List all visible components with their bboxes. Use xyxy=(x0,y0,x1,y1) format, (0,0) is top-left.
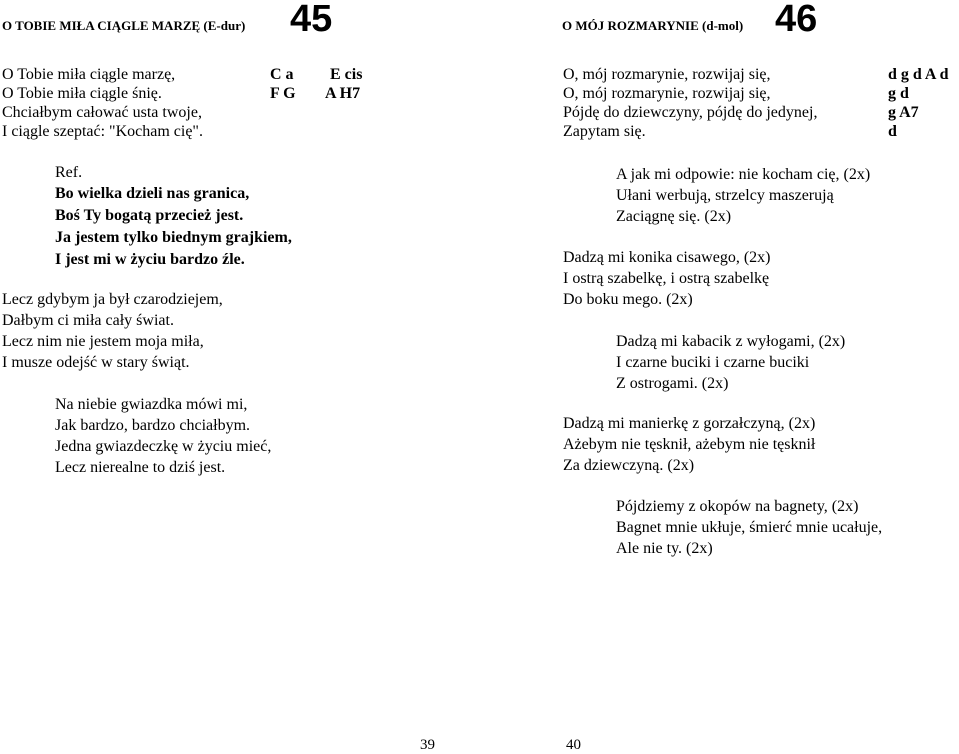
page-number: 39 xyxy=(420,737,435,753)
song-number: 46 xyxy=(775,0,818,40)
lyric-line: Jedna gwiazdeczkę w życiu mieć, xyxy=(55,438,272,455)
chord-line: d xyxy=(888,123,897,140)
lyric-line: Lecz nierealne to dziś jest. xyxy=(55,459,226,476)
lyric-line: I ciągle szeptać: "Kocham cię". xyxy=(2,123,203,140)
lyric-line: I ostrą szabelkę, i ostrą szabelkę xyxy=(563,270,770,287)
lyric-line: Z ostrogami. (2x) xyxy=(616,375,729,392)
chord-line: C a xyxy=(270,66,294,83)
song-title: O TOBIE MIŁA CIĄGLE MARZĘ (E-dur) xyxy=(2,18,246,33)
lyric-line: Chciałbym całować usta twoje, xyxy=(2,104,202,121)
lyric-line: Ja jestem tylko biednym grajkiem, xyxy=(55,229,292,246)
lyric-line: Ażebym nie tęsknił, ażebym nie tęsknił xyxy=(563,436,816,453)
chord-line: d g d A d xyxy=(888,66,949,83)
chord-line: g d xyxy=(888,85,909,102)
lyric-line: Dałbym ci miła cały świat. xyxy=(2,312,174,329)
song-title: O MÓJ ROZMARYNIE (d-mol) xyxy=(562,18,744,33)
lyric-line: Dadzą mi kabacik z wyłogami, (2x) xyxy=(616,333,846,350)
lyric-line: I jest mi w życiu bardzo źle. xyxy=(55,251,245,268)
lyric-line: O Tobie miła ciągle marzę, xyxy=(2,66,176,83)
lyric-line: Zaciągnę się. (2x) xyxy=(616,208,732,225)
lyric-line: Dadzą mi manierkę z gorzałczyną, (2x) xyxy=(563,415,816,432)
lyric-line: O, mój rozmarynie, rozwijaj się, xyxy=(563,85,771,102)
lyric-line: A jak mi odpowie: nie kocham cię, (2x) xyxy=(616,166,871,183)
lyric-line: Lecz gdybym ja był czarodziejem, xyxy=(2,291,223,308)
lyric-line: Bagnet mnie ukłuje, śmierć mnie ucałuje, xyxy=(616,519,883,536)
refrain-label: Ref. xyxy=(55,164,83,181)
lyric-line: Zapytam się. xyxy=(563,123,646,140)
lyric-line: O, mój rozmarynie, rozwijaj się, xyxy=(563,66,771,83)
lyric-line: Pójdziemy z okopów na bagnety, (2x) xyxy=(616,498,859,515)
chord-line: g A7 xyxy=(888,104,919,121)
lyric-line: Dadzą mi konika cisawego, (2x) xyxy=(563,249,771,266)
lyric-line: Jak bardzo, bardzo chciałbym. xyxy=(55,417,251,434)
chord-line: F G xyxy=(270,85,296,102)
lyric-line: Pójdę do dziewczyny, pójdę do jedynej, xyxy=(563,104,818,121)
lyric-line: Na niebie gwiazdka mówi mi, xyxy=(55,396,248,413)
lyric-line: Ułani werbują, strzelcy maszerują xyxy=(616,187,834,204)
chord-line: E cis xyxy=(330,66,363,83)
song-number: 45 xyxy=(290,0,333,40)
lyric-line: Lecz nim nie jestem moja miła, xyxy=(2,333,204,350)
lyric-line: Boś Ty bogatą przecież jest. xyxy=(55,207,244,224)
chord-line: A H7 xyxy=(325,85,361,102)
lyric-line: I musze odejść w stary świąt. xyxy=(2,354,190,371)
lyric-line: Za dziewczyną. (2x) xyxy=(563,457,695,474)
lyric-line: Ale nie ty. (2x) xyxy=(616,540,713,557)
page-number: 40 xyxy=(566,737,581,753)
lyric-line: Do boku mego. (2x) xyxy=(563,291,693,308)
lyric-line: Bo wielka dzieli nas granica, xyxy=(55,185,250,202)
lyric-line: I czarne buciki i czarne buciki xyxy=(616,354,810,371)
lyric-line: O Tobie miła ciągle śnię. xyxy=(2,85,162,102)
